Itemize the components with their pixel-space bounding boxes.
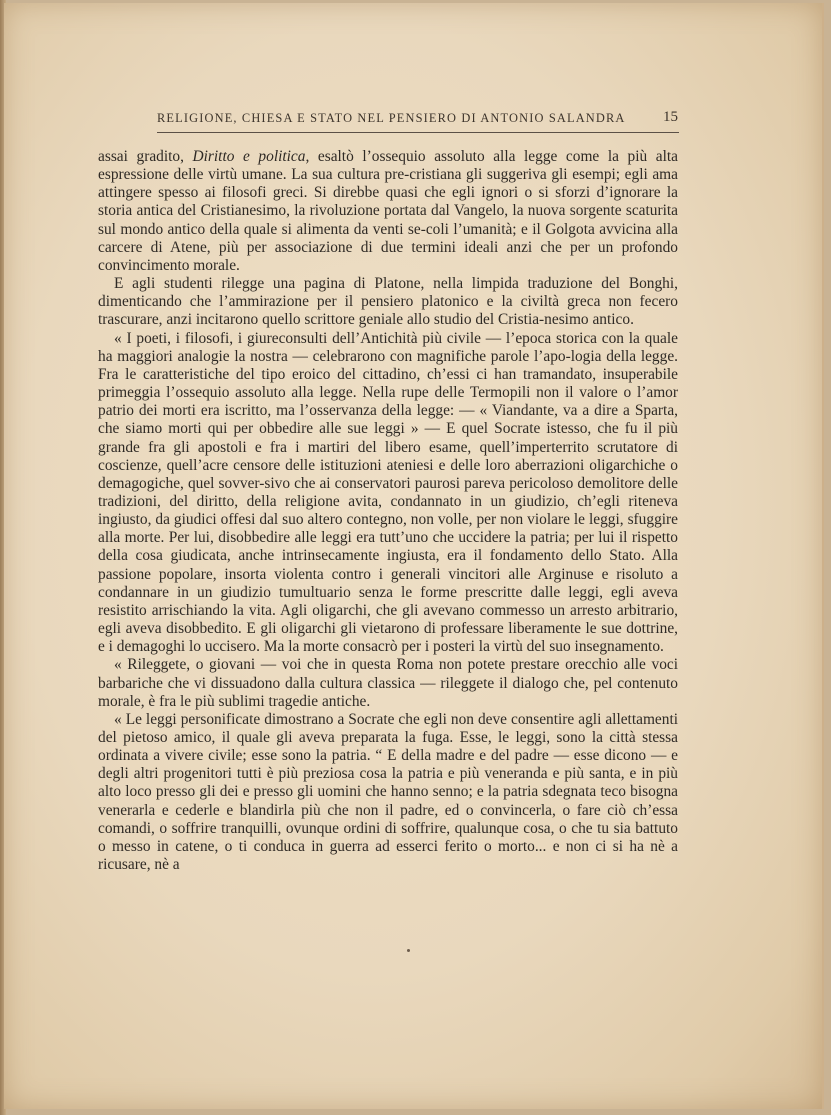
paragraph-3: « I poeti, i filosofi, i giureconsulti dell’Antichità più civile — l’epoca storica con la quale ha maggiori analogie la nostra — celebrarono con magnifiche parole l’apo-logia della legge. Fra le caratteristiche del tipo eroico del cittadino, ch’essi ci han tramandato, insuperabile primeggia l’ossequio assoluto alla legge. Nella rupe delle Termopili non il valore o l’amor patrio dei morti era iscritto, ma l’osservanza della legge: — « Viandante, va a dire a Sparta, che siamo morti qui per obbedire alle sue leggi » — E quel Socrate istesso, che fu il più grande fra gli apostoli e fra i martiri del libero esame, quell’imperterrito scrutatore di coscienze, quell’acre censore delle istituzioni ateniesi e delle loro aberrazioni oligarchiche o demagogiche, quel sovver-sivo che ai conservatori paurosi pareva pericoloso demolitore delle tradizioni, del diritto, della religione avita, condannato in un giudizio, ch’egli riteneva ingiusto, da giudici offesi dal suo altero contegno, non volle, per non violare le leggi, sfuggire alla morte. Per lui, disobbedire alle leggi era tutt’uno che uccidere la patria; per lui il rispetto della cosa giudicata, anche intrinsecamente ingiusta, era il fondamento dello Stato. Alla passione popolare, insorta violenta contro i generali vincitori alle Arginuse e risoluto a condannare in un giudizio tumultuario senza le forme prescritte dalle leggi, egli aveva resistito arrischiando la vita. Agli oligarchi, che gli avevano commesso un arresto arbitrario, egli aveva disobbedito. E gli oligarchi gli vietarono di professare liberamente le sue dottrine, e i demagoghi lo uccisero. Ma la morte consacrò per i posteri la virtù del suo insegnamento. <box>98 329 678 656</box>
running-title: RELIGIONE, CHIESA E STATO NEL PENSIERO DI ANTONIO SALANDRA <box>157 111 626 125</box>
paragraph-2: E agli studenti rilegge una pagina di Platone, nella limpida traduzione del Bonghi, dimenticando che l’ammirazione per il pensiero platonico e la civiltà greca non fecero trascurare, anzi incitarono quello scrittore geniale allo studio del Cristia-nesimo antico. <box>98 275 678 329</box>
running-header <box>157 108 679 133</box>
paragraph-1 <box>98 148 678 275</box>
book-title-italic: Diritto e politica, <box>192 148 310 165</box>
paragraph-4: « Rileggete, o giovani — voi che in questa Roma non potete prestare orecchio alle voci barbariche che vi dissuadono dalla cultura classica — rileggete il dialogo che, pel contenuto morale, è fra le più sublimi tragedie antiche. <box>98 656 678 710</box>
paragraph-1-start: assai gradito, <box>98 148 193 165</box>
paper-speck <box>407 949 410 952</box>
paragraph-5: « Le leggi personificate dimostrano a Socrate che egli non deve consentire agli allettamenti del pietoso amico, il quale gli aveva preparata la fuga. Esse, le leggi, sono la città stessa ordinata a vivere civile; esse sono la patria. “ E della madre e del padre — esse dicono — e degli altri progenitori tutti è più preziosa cosa la patria e più veneranda e più santa, e in più alto loco presso gli dei e presso gli uomini che hanno senno; e la patria sdegnata teco bisogna venerarla e cederle e blandirla più che non il padre, ed o convincerla, o fare ciò ch’essa comandi, o soffrire tranquilli, ovunque ordini di soffrire, qualunque cosa, o che tu sia battuto o messo in catene, o ti conduca in guerra ad esserci ferito o morto... e non ci si ha nè a ricusare, nè a <box>98 710 678 874</box>
paragraph-1-rest: esaltò l’ossequio assoluto alla legge come la più alta espressione delle virtù umane. La sua cultura pre-cristiana gli suggeriva gli esempi; egli ama attingere spesso ai filosofi greci. Si direbbe quasi che egli ignori o si sforzi d’ignorare la storia antica del Cristianesimo, la rivoluzione portata dal Vangelo, la nuova sorgente scaturita sul mondo antico della quale si alimenta da venti se-coli l’umanità; e il Golgota avvicina alla carcere di Atene, più per associazione di due termini ideali anzi che per un profondo convincimento morale. <box>98 148 678 274</box>
body-text <box>98 148 678 874</box>
page-number: 15 <box>663 109 678 125</box>
